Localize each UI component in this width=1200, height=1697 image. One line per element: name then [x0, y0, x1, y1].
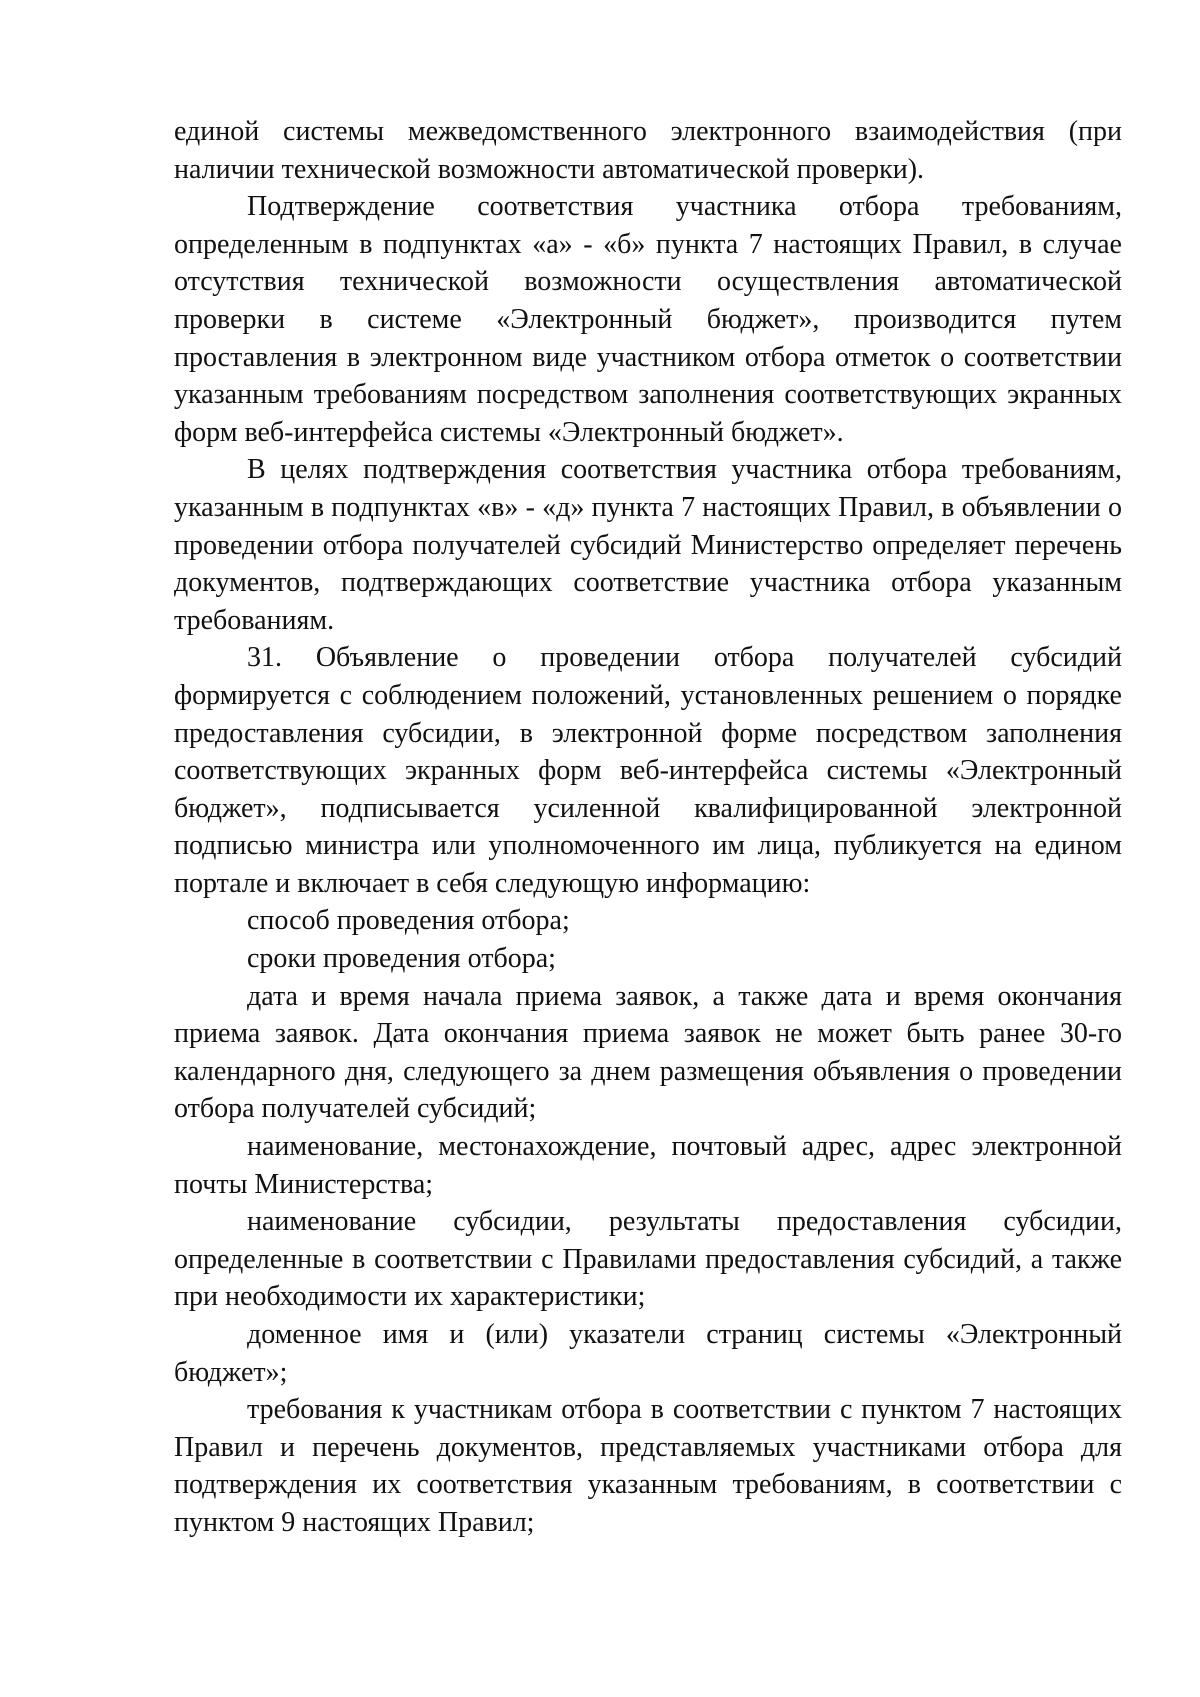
document-page [174, 113, 1122, 1542]
list-item-domain-name: доменное имя и (или) указатели страниц системы «Электронный бюджет»; [174, 1319, 1122, 1388]
list-item-selection-terms: сроки проведения отбора; [247, 943, 556, 975]
paragraph-item-31: 31. Объявление о проведении отбора получателей субсидий формируется с соблюдением положений, установленных решением о порядке предоставления субсидии, в электронной форме посредством заполнения соответствующих экранных форм веб-интерфейса системы «Электронный бюджет», подписывается усиленной квалифицированной электронной подписью министра или уполномоченного им лица, публикуется на едином портале и включает в себя следующую информацию: [174, 642, 1122, 899]
list-item-selection-method: способ проведения отбора; [247, 905, 570, 937]
list-item-ministry-contacts: наименование, местонахождение, почтовый адрес, адрес электронной почты Министерства; [174, 1131, 1122, 1200]
paragraph-confirmation-v-d: В целях подтверждения соответствия участника отбора требованиям, указанным в подпунктах «в» - «д» пункта 7 настоящих Правил, в объявлении о проведении отбора получателей субсидий Министерство определяет перечень документов, подтверждающих соответствие участника отбора указанным требованиям. [174, 454, 1122, 636]
list-item-participant-requirements: требования к участникам отбора в соответствии с пунктом 7 настоящих Правил и перечень документов, представляемых участниками отбора для подтверждения их соответствия указанным требованиям, в соответствии с пунктом 9 настоящих Правил; [174, 1394, 1122, 1538]
list-item-subsidy-results: наименование субсидии, результаты предоставления субсидии, определенные в соответствии с Правилами предоставления субсидий, а также при необходимости их характеристики; [174, 1206, 1122, 1313]
paragraph-confirmation-a-b: Подтверждение соответствия участника отбора требованиям, определенным в подпунктах «а» - «б» пункта 7 настоящих Правил, в случае отсутствия технической возможности осуществления автоматической проверки в системе «Электронный бюджет», производится путем проставления в электронном виде участником отбора отметок о соответствии указанным требованиям посредством заполнения соответствующих экранных форм веб-интерфейса системы «Электронный бюджет». [174, 191, 1122, 448]
paragraph-continuation: единой системы межведомственного электронного взаимодействия (при наличии технической возможности автоматической проверки). [174, 116, 1122, 185]
list-item-application-dates: дата и время начала приема заявок, а также дата и время окончания приема заявок. Дата окончания приема заявок не может быть ранее 30-го календарного дня, следующего за днем размещения объявления о проведении отбора получателей субсидий; [174, 980, 1122, 1125]
